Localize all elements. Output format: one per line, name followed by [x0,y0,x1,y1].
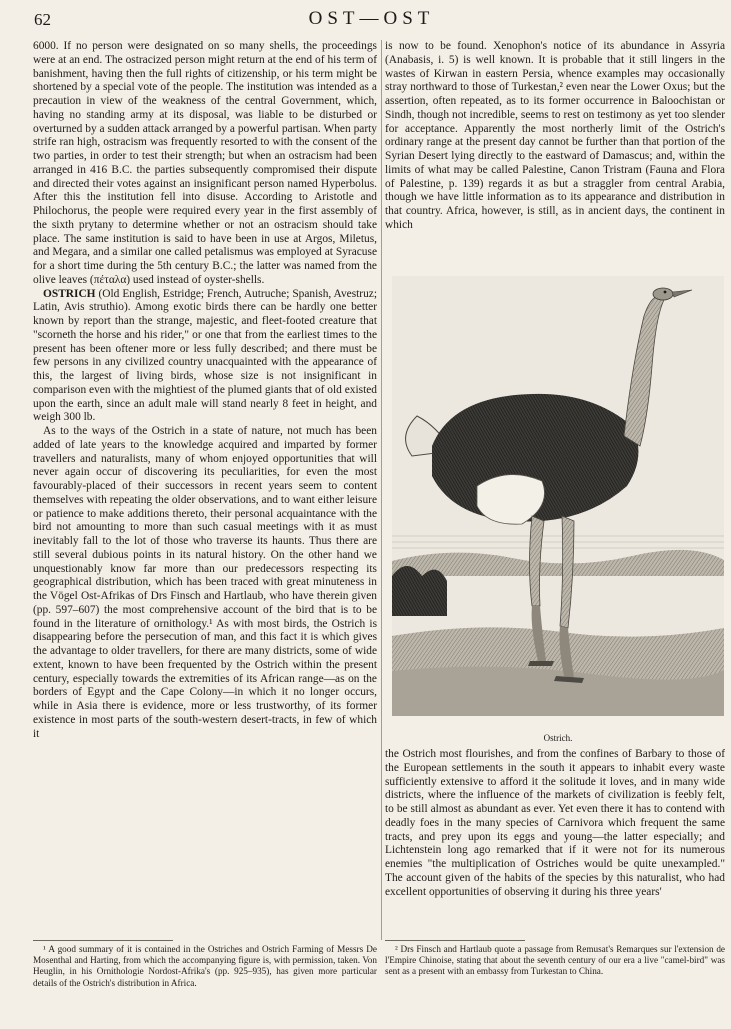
paragraph-ostrich-intro [33,288,377,426]
right-column-top [385,40,725,272]
footnote-1-text: ¹ A good summary of it is contained in the Ostriches and Ostrich Farming of Messrs De Mosenthal and Harting, from which the accompanying figure is, with permission, taken. Von Heuglin, in his Ornithologie Nordost-Afrika's (pp. 925–935), has given more particular details of the Ostrich's distribution in Africa. [33,944,377,988]
right-column-bottom [385,748,725,938]
column-divider [381,40,382,940]
entry-intro-text: (Old English, Estridge; French, Autruche; Spanish, Avestruz; Latin, Avis struthio). Among exotic birds there can be hardly one better known by report than the strange, majestic, and fleet-footed creature that "scorneth the horse and his rider," or one that from the earliest times to the present has been oftener more or less fully described; and there must be few persons in any civilized country unacquainted with the appearance of this, the largest of living birds, whose size is not insignificant in comparison even with the mightiest of the plumed giants that of old existed upon the earth, since an adult male will stand nearly 8 feet in height, and weigh 300 lb. [33,287,377,424]
running-head: OST—OST [308,8,435,29]
paragraph-africa-range: the Ostrich most flourishes, and from the confines of Barbary to those of the European settlements in the south it appears to inhabit every waste sufficiently extensive to afford it the solitude it loves, and in many wide districts, where the influence of the markets of civilization is feebly felt, to be still almost as abundant as ever. Yet even there it has to contend with deadly foes in the many species of Carnivora which frequent the same tracts, and prey upon its eggs and young—the latter especially; and Lichtenstein long ago remarked that if it were not for its numerous enemies "the multiplication of Ostriches would be quite unexampled." The account given of the habits of the species by this naturalist, who had excellent opportunities of observing it during his three years' [385,748,725,898]
figure-caption: Ostrich. [543,733,573,743]
footnote-2-text: ² Drs Finsch and Hartlaub quote a passage from Remusat's Remarques sur l'extension de l'Empire Chinoise, stating that about the seventh century of our era a live "camel-bird" was sent as a present with an embassy from Turkestan to China. [385,944,725,977]
paragraph-ostracism-end: 6000. If no person were designated on so many shells, the proceedings were at an end. The ostracized person might return at the end of his term of banishment, having then the full rights of citizenship, or his term might be shortened by a special vote of the people. The institution was intended as a precaution in view of the weakness of the central Government, which, having no standing army at its disposal, was liable to be disturbed or overturned by a sudden attack arranged by a powerful partisan. When party strife ran high, ostracism was frequently resorted to with the consent of the two parties, in order to test their strength; but when an ostracism had been arranged in 416 B.C. the parties subsequently compromised their dispute and directed their votes against an insignificant person named Hyperbolus. After this the institution fell into disuse. According to Aristotle and Philochorus, the people were required every year in the first assembly of the sixth prytany to determine whether or not an ostracism should take place. The same institution is said to have been in use at Argos, Miletus, and Megara, and a similar one called petalismus was employed at Syracuse for a short time during the 5th century B.C.; the latter was named from the olive leaves (πέταλα) used instead of oyster-shells. [33,40,377,286]
ostrich-illustration [392,276,724,716]
entry-headword: OSTRICH [43,287,96,300]
footnote-1 [33,944,377,989]
page-header [34,10,709,34]
ostrich-engraving-image [392,276,724,716]
paragraph-ostrich-nature: As to the ways of the Ostrich in a state of nature, not much has been added of late years to the knowledge acquired and imparted by former travellers and naturalists, many of whom enjoyed opportunities that will never again occur of discovering its peculiarities, for even the most favourably-placed of their successors in recent years seem to content themselves with repeating the older observations, and to want either leisure or patience to make additions thereto, their personal acquaintance with the bird not amounting to more than such casual meetings with it as must inevitably fall to the lot of those who traverse its haunts. Thus there are still several dubious points in its natural history. On the other hand we unquestionably know far more than our predecessors respecting its geographical distribution, which has been traced with great minuteness in the Vögel Ost-Afrikas of Drs Finsch and Hartlaub, who have therein given (pp. 597–607) the most comprehensive account of the bird that is to be found in the literature of ornithology.¹ As with most birds, the Ostrich is disappearing before the persecution of man, and this fact it is which gives the advantage to older travellers, for there are many districts, some of wide extent, known to have been frequented by the Ostrich within the present century, especially towards the extremities of its African range—as on the borders of Egypt and the Cape Colony—in which it no longer occurs, while in Asia there is evidence, more or less trustworthy, of its former existence in most parts of the south-western desert-tracts, in few of which it [33,425,377,740]
footnote-2 [385,944,725,978]
left-column [33,40,377,938]
footnote-rule-left [33,940,173,941]
footnote-rule-right [385,940,525,941]
page-number: 62 [34,10,51,29]
paragraph-distribution: is now to be found. Xenophon's notice of its abundance in Assyria (Anabasis, i. 5) is well known. It is probable that it still lingers in the wastes of Kirwan in eastern Persia, whence examples may occasionally stray northward to those of Turkestan,² even near the Lower Oxus; but the assertion, often repeated, as to its former occurrence in Baloochistan or Sindh, though not incredible, seems to rest on testimony as yet too slender for acceptance. Apparently the most northerly limit of the Ostrich's ordinary range at the present day cannot be further than that portion of the Syrian Desert lying directly to the eastward of Damascus; and, within the limits of what may be called Palestine, Canon Tristram (Fauna and Flora of Palestine, p. 139) regards it as but a straggler from central Arabia, though we have little information as to its appearance and distribution in that country. Africa, however, is still, as in ancient days, the continent in which [385,40,725,231]
